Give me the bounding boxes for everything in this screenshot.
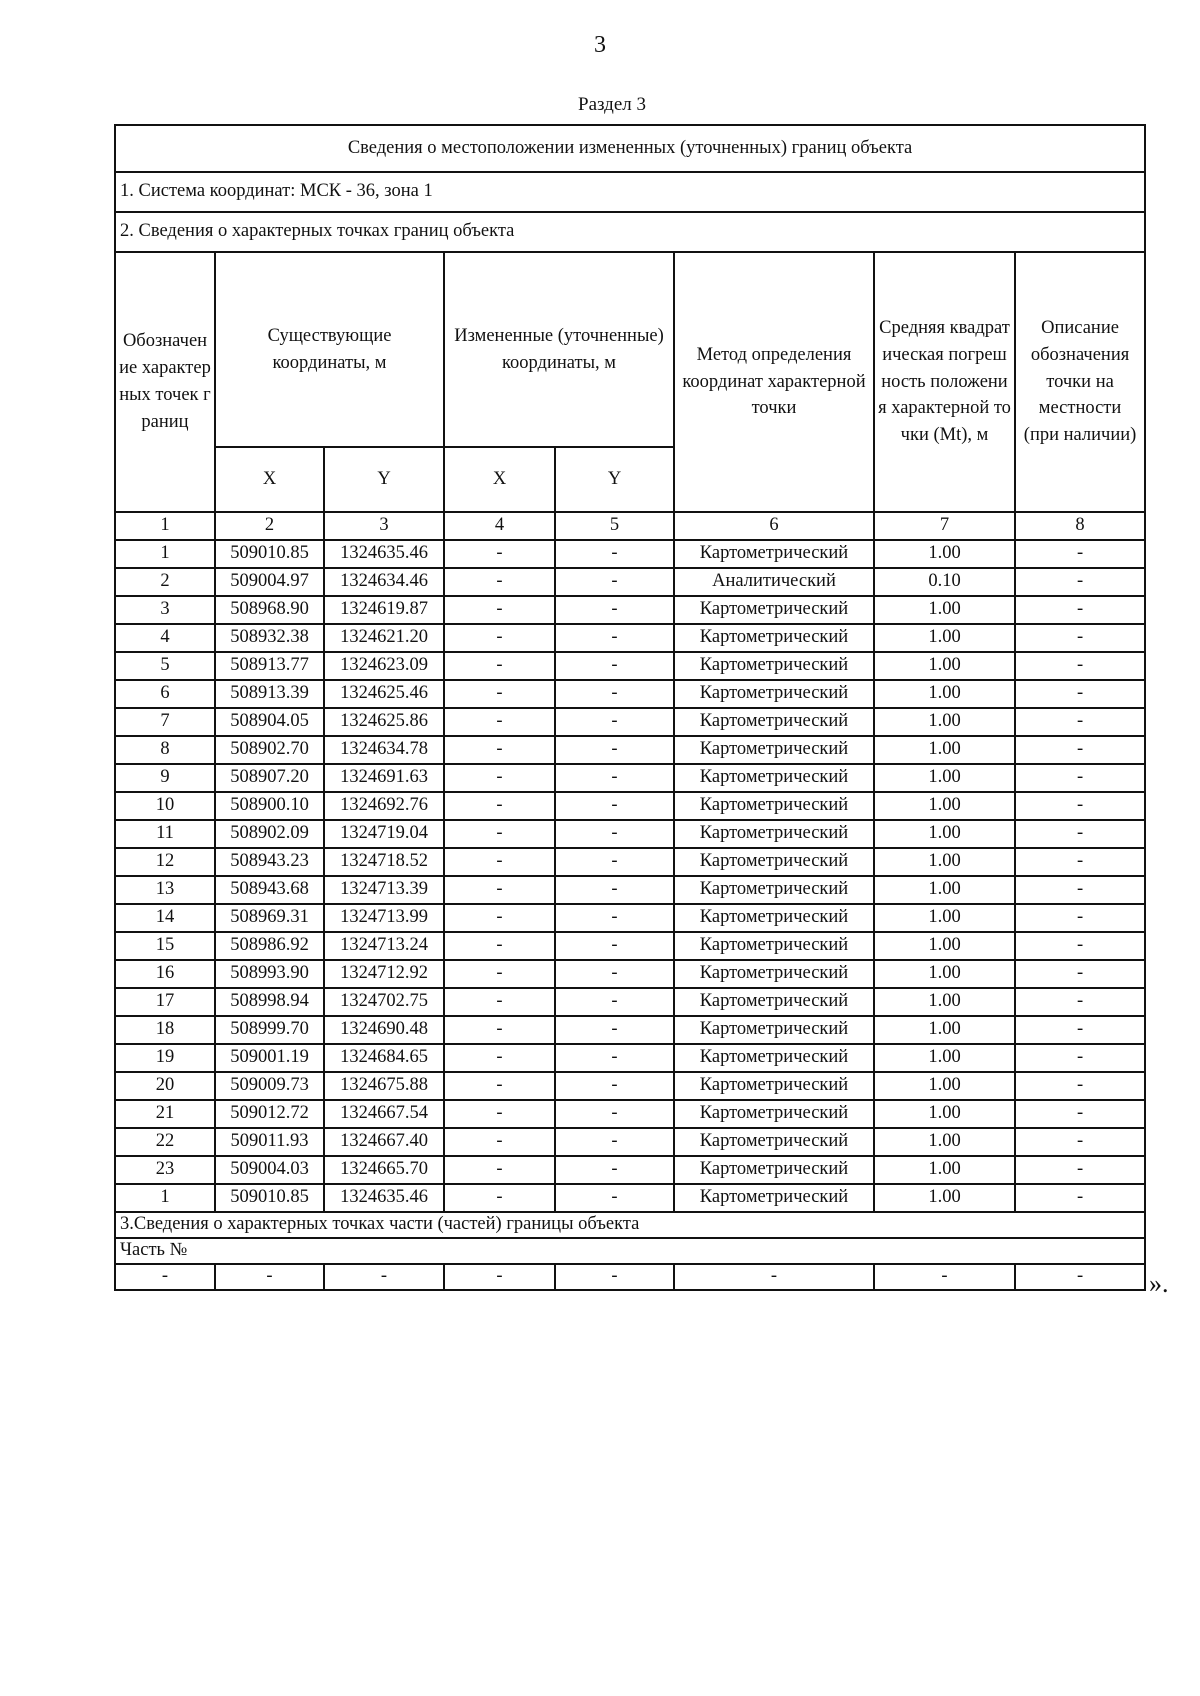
cell-existing-y: 1324634.78 [324, 736, 444, 764]
cell-existing-x: 509011.93 [215, 1128, 324, 1156]
cell-existing-x: 508968.90 [215, 596, 324, 624]
cell-point-designation: 22 [115, 1128, 215, 1156]
cell-existing-y: 1324625.86 [324, 708, 444, 736]
parts-heading: 3.Сведения о характерных точках части (частей) границы объекта [115, 1212, 1145, 1238]
part-cell: - [874, 1264, 1015, 1290]
cell-method: Аналитический [674, 568, 874, 596]
cell-changed-x: - [444, 1100, 555, 1128]
cell-changed-y: - [555, 988, 674, 1016]
cell-method: Картометрический [674, 1128, 874, 1156]
cell-existing-x: 509010.85 [215, 540, 324, 568]
cell-description: - [1015, 680, 1145, 708]
cell-existing-y: 1324684.65 [324, 1044, 444, 1072]
points-heading: 2. Сведения о характерных точках границ объекта [115, 212, 1145, 252]
header-changed-coords: Измененные (уточненные) координаты, м [444, 252, 674, 447]
header-method: Метод определения координат характерной точки [674, 252, 874, 512]
cell-point-designation: 10 [115, 792, 215, 820]
cell-existing-x: 508993.90 [215, 960, 324, 988]
cell-changed-x: - [444, 596, 555, 624]
cell-existing-x: 508902.70 [215, 736, 324, 764]
cell-changed-y: - [555, 680, 674, 708]
header-changed-y: Y [555, 447, 674, 512]
cell-existing-y: 1324690.48 [324, 1016, 444, 1044]
cell-changed-y: - [555, 932, 674, 960]
table-row [115, 708, 1145, 736]
cell-existing-x: 508913.77 [215, 652, 324, 680]
cell-changed-x: - [444, 624, 555, 652]
cell-changed-y: - [555, 1156, 674, 1184]
cell-point-designation: 21 [115, 1100, 215, 1128]
cell-method: Картометрический [674, 1184, 874, 1212]
cell-changed-y: - [555, 792, 674, 820]
cell-changed-x: - [444, 568, 555, 596]
table-row [115, 596, 1145, 624]
cell-changed-y: - [555, 1016, 674, 1044]
cell-description: - [1015, 568, 1145, 596]
cell-existing-y: 1324623.09 [324, 652, 444, 680]
cell-method: Картометрический [674, 680, 874, 708]
cell-existing-y: 1324713.24 [324, 932, 444, 960]
table-title: Сведения о местоположении измененных (уточненных) границ объекта [115, 125, 1145, 172]
cell-changed-x: - [444, 708, 555, 736]
column-number: 3 [324, 512, 444, 540]
cell-error: 1.00 [874, 848, 1015, 876]
part-cell: - [674, 1264, 874, 1290]
cell-point-designation: 20 [115, 1072, 215, 1100]
table-row [115, 988, 1145, 1016]
cell-changed-y: - [555, 820, 674, 848]
cell-changed-x: - [444, 736, 555, 764]
cell-description: - [1015, 540, 1145, 568]
table-row [115, 652, 1145, 680]
cell-description: - [1015, 652, 1145, 680]
cell-changed-x: - [444, 1128, 555, 1156]
cell-description: - [1015, 988, 1145, 1016]
table-row [115, 764, 1145, 792]
cell-point-designation: 1 [115, 540, 215, 568]
table-row [115, 1128, 1145, 1156]
cell-method: Картометрический [674, 792, 874, 820]
cell-method: Картометрический [674, 736, 874, 764]
cell-method: Картометрический [674, 1072, 874, 1100]
table-row [115, 568, 1145, 596]
cell-description: - [1015, 904, 1145, 932]
coordinate-system: 1. Система координат: МСК - 36, зона 1 [115, 172, 1145, 212]
header-existing-y: Y [324, 447, 444, 512]
column-number: 1 [115, 512, 215, 540]
cell-changed-y: - [555, 568, 674, 596]
cell-description: - [1015, 792, 1145, 820]
cell-point-designation: 13 [115, 876, 215, 904]
cell-existing-y: 1324713.99 [324, 904, 444, 932]
header-existing-x: X [215, 447, 324, 512]
cell-changed-y: - [555, 1044, 674, 1072]
cell-changed-x: - [444, 792, 555, 820]
table-body [115, 125, 1145, 1290]
cell-existing-x: 509004.97 [215, 568, 324, 596]
table-row [115, 876, 1145, 904]
coordinates-table [114, 124, 1146, 1291]
cell-description: - [1015, 1044, 1145, 1072]
cell-error: 1.00 [874, 1072, 1015, 1100]
cell-changed-x: - [444, 848, 555, 876]
cell-description: - [1015, 1072, 1145, 1100]
cell-changed-y: - [555, 960, 674, 988]
cell-error: 1.00 [874, 904, 1015, 932]
column-number: 2 [215, 512, 324, 540]
cell-existing-x: 508999.70 [215, 1016, 324, 1044]
cell-description: - [1015, 1128, 1145, 1156]
table-row [115, 680, 1145, 708]
cell-existing-y: 1324702.75 [324, 988, 444, 1016]
cell-changed-x: - [444, 680, 555, 708]
cell-method: Картометрический [674, 1044, 874, 1072]
table-row [115, 1072, 1145, 1100]
cell-existing-x: 508969.31 [215, 904, 324, 932]
cell-point-designation: 9 [115, 764, 215, 792]
cell-error: 1.00 [874, 1100, 1015, 1128]
cell-changed-y: - [555, 624, 674, 652]
cell-point-designation: 23 [115, 1156, 215, 1184]
cell-changed-y: - [555, 764, 674, 792]
cell-existing-y: 1324665.70 [324, 1156, 444, 1184]
cell-method: Картометрический [674, 596, 874, 624]
cell-point-designation: 1 [115, 1184, 215, 1212]
cell-error: 1.00 [874, 680, 1015, 708]
cell-description: - [1015, 596, 1145, 624]
cell-point-designation: 16 [115, 960, 215, 988]
cell-existing-y: 1324719.04 [324, 820, 444, 848]
cell-changed-x: - [444, 988, 555, 1016]
cell-changed-x: - [444, 820, 555, 848]
cell-changed-y: - [555, 1184, 674, 1212]
cell-changed-y: - [555, 1100, 674, 1128]
cell-description: - [1015, 932, 1145, 960]
cell-description: - [1015, 1100, 1145, 1128]
cell-point-designation: 8 [115, 736, 215, 764]
cell-description: - [1015, 708, 1145, 736]
header-designation: Обозначение характерных точек границ [115, 252, 215, 512]
cell-point-designation: 2 [115, 568, 215, 596]
cell-existing-x: 508998.94 [215, 988, 324, 1016]
cell-description: - [1015, 736, 1145, 764]
table-row [115, 736, 1145, 764]
cell-existing-x: 509001.19 [215, 1044, 324, 1072]
cell-description: - [1015, 820, 1145, 848]
cell-existing-y: 1324712.92 [324, 960, 444, 988]
cell-changed-y: - [555, 708, 674, 736]
column-number: 4 [444, 512, 555, 540]
cell-description: - [1015, 1184, 1145, 1212]
part-number-label: Часть № [115, 1238, 1145, 1264]
cell-description: - [1015, 1156, 1145, 1184]
table-row [115, 1156, 1145, 1184]
cell-changed-y: - [555, 596, 674, 624]
cell-method: Картометрический [674, 764, 874, 792]
cell-point-designation: 12 [115, 848, 215, 876]
cell-method: Картометрический [674, 820, 874, 848]
cell-error: 1.00 [874, 960, 1015, 988]
cell-existing-y: 1324691.63 [324, 764, 444, 792]
table-row [115, 904, 1145, 932]
header-error: Средняя квадратическая погрешность положения характерной точки (Mt), м [874, 252, 1015, 512]
cell-existing-y: 1324634.46 [324, 568, 444, 596]
cell-description: - [1015, 624, 1145, 652]
cell-point-designation: 17 [115, 988, 215, 1016]
table-row [115, 624, 1145, 652]
part-cell: - [215, 1264, 324, 1290]
cell-method: Картометрический [674, 876, 874, 904]
column-numbers-row [115, 512, 1145, 540]
cell-method: Картометрический [674, 848, 874, 876]
cell-existing-x: 508907.20 [215, 764, 324, 792]
cell-existing-x: 508986.92 [215, 932, 324, 960]
cell-existing-x: 508913.39 [215, 680, 324, 708]
cell-error: 1.00 [874, 1128, 1015, 1156]
cell-point-designation: 3 [115, 596, 215, 624]
cell-changed-y: - [555, 1072, 674, 1100]
cell-existing-x: 508904.05 [215, 708, 324, 736]
cell-error: 1.00 [874, 540, 1015, 568]
cell-changed-y: - [555, 736, 674, 764]
cell-changed-x: - [444, 1016, 555, 1044]
cell-method: Картометрический [674, 1016, 874, 1044]
cell-method: Картометрический [674, 904, 874, 932]
part-cell: - [555, 1264, 674, 1290]
cell-point-designation: 5 [115, 652, 215, 680]
cell-changed-x: - [444, 1044, 555, 1072]
cell-description: - [1015, 764, 1145, 792]
part-cell: - [115, 1264, 215, 1290]
column-number: 7 [874, 512, 1015, 540]
header-existing-coords: Существующие координаты, м [215, 252, 444, 447]
cell-changed-x: - [444, 904, 555, 932]
cell-description: - [1015, 876, 1145, 904]
cell-error: 1.00 [874, 932, 1015, 960]
header-changed-x: X [444, 447, 555, 512]
cell-changed-x: - [444, 932, 555, 960]
cell-point-designation: 14 [115, 904, 215, 932]
cell-error: 1.00 [874, 1156, 1015, 1184]
cell-changed-y: - [555, 876, 674, 904]
cell-changed-x: - [444, 1156, 555, 1184]
cell-method: Картометрический [674, 932, 874, 960]
cell-existing-x: 509012.72 [215, 1100, 324, 1128]
cell-changed-x: - [444, 1184, 555, 1212]
table-row [115, 792, 1145, 820]
part-cell: - [444, 1264, 555, 1290]
cell-existing-x: 508932.38 [215, 624, 324, 652]
cell-point-designation: 19 [115, 1044, 215, 1072]
closing-quote-mark: ». [1149, 1269, 1169, 1298]
cell-error: 1.00 [874, 876, 1015, 904]
section-label: Раздел 3 [578, 94, 646, 115]
cell-existing-y: 1324625.46 [324, 680, 444, 708]
cell-changed-y: - [555, 652, 674, 680]
cell-error: 1.00 [874, 764, 1015, 792]
table-row [115, 1184, 1145, 1212]
cell-existing-x: 509010.85 [215, 1184, 324, 1212]
cell-existing-y: 1324713.39 [324, 876, 444, 904]
cell-error: 1.00 [874, 652, 1015, 680]
cell-error: 1.00 [874, 792, 1015, 820]
cell-existing-x: 508943.23 [215, 848, 324, 876]
cell-method: Картометрический [674, 1100, 874, 1128]
table-row [115, 1044, 1145, 1072]
cell-existing-y: 1324635.46 [324, 1184, 444, 1212]
cell-error: 1.00 [874, 624, 1015, 652]
cell-existing-x: 508943.68 [215, 876, 324, 904]
cell-changed-x: - [444, 1072, 555, 1100]
part-cell: - [1015, 1264, 1145, 1290]
cell-error: 1.00 [874, 820, 1015, 848]
cell-changed-x: - [444, 876, 555, 904]
cell-existing-x: 508902.09 [215, 820, 324, 848]
cell-method: Картометрический [674, 624, 874, 652]
cell-error: 1.00 [874, 1044, 1015, 1072]
table-row [115, 1100, 1145, 1128]
cell-description: - [1015, 1016, 1145, 1044]
cell-point-designation: 15 [115, 932, 215, 960]
table-row [115, 960, 1145, 988]
column-number: 5 [555, 512, 674, 540]
cell-method: Картометрический [674, 540, 874, 568]
table-row [115, 932, 1145, 960]
cell-existing-y: 1324692.76 [324, 792, 444, 820]
cell-method: Картометрический [674, 960, 874, 988]
cell-changed-x: - [444, 960, 555, 988]
cell-changed-x: - [444, 540, 555, 568]
part-cell: - [324, 1264, 444, 1290]
cell-existing-x: 509009.73 [215, 1072, 324, 1100]
cell-point-designation: 4 [115, 624, 215, 652]
cell-method: Картометрический [674, 652, 874, 680]
cell-point-designation: 6 [115, 680, 215, 708]
cell-error: 1.00 [874, 1016, 1015, 1044]
cell-existing-y: 1324667.40 [324, 1128, 444, 1156]
page-number: 3 [594, 32, 606, 58]
cell-existing-x: 508900.10 [215, 792, 324, 820]
cell-changed-x: - [444, 652, 555, 680]
cell-error: 0.10 [874, 568, 1015, 596]
cell-changed-y: - [555, 848, 674, 876]
table-row [115, 848, 1145, 876]
cell-method: Картометрический [674, 1156, 874, 1184]
cell-changed-y: - [555, 540, 674, 568]
cell-changed-y: - [555, 1128, 674, 1156]
column-number: 6 [674, 512, 874, 540]
cell-existing-y: 1324621.20 [324, 624, 444, 652]
header-description: Описание обозначения точки на местности (при наличии) [1015, 252, 1145, 512]
cell-point-designation: 18 [115, 1016, 215, 1044]
cell-error: 1.00 [874, 596, 1015, 624]
cell-changed-y: - [555, 904, 674, 932]
cell-existing-y: 1324667.54 [324, 1100, 444, 1128]
cell-error: 1.00 [874, 708, 1015, 736]
cell-existing-y: 1324718.52 [324, 848, 444, 876]
cell-error: 1.00 [874, 988, 1015, 1016]
table-row [115, 1016, 1145, 1044]
cell-existing-y: 1324619.87 [324, 596, 444, 624]
cell-method: Картометрический [674, 988, 874, 1016]
cell-changed-x: - [444, 764, 555, 792]
part-row [115, 1264, 1145, 1290]
cell-existing-x: 509004.03 [215, 1156, 324, 1184]
table-row [115, 540, 1145, 568]
column-number: 8 [1015, 512, 1145, 540]
cell-method: Картометрический [674, 708, 874, 736]
table-row [115, 820, 1145, 848]
cell-description: - [1015, 960, 1145, 988]
cell-existing-y: 1324635.46 [324, 540, 444, 568]
cell-point-designation: 11 [115, 820, 215, 848]
cell-error: 1.00 [874, 1184, 1015, 1212]
cell-existing-y: 1324675.88 [324, 1072, 444, 1100]
cell-error: 1.00 [874, 736, 1015, 764]
cell-point-designation: 7 [115, 708, 215, 736]
cell-description: - [1015, 848, 1145, 876]
